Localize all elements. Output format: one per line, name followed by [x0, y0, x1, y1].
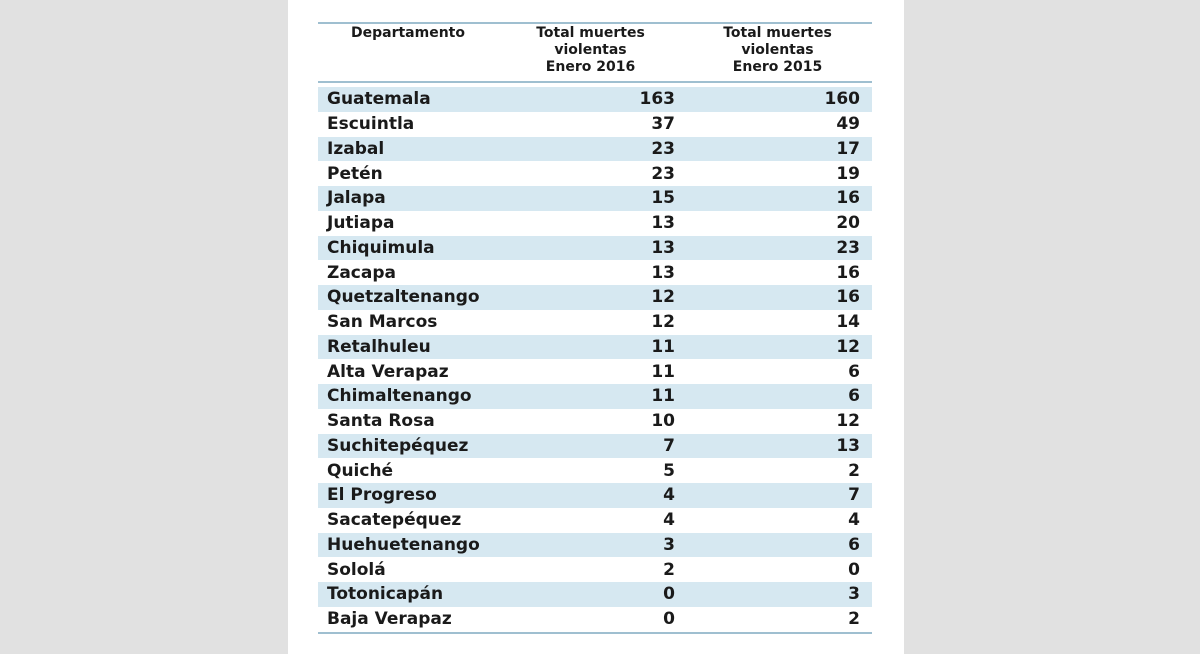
cell-2016: 3 — [663, 534, 675, 555]
cell-2016: 13 — [651, 237, 675, 258]
cell-2015: 14 — [836, 312, 860, 333]
cell-2015: 16 — [836, 188, 860, 209]
cell-departamento: Alta Verapaz — [327, 361, 449, 382]
cell-departamento: Quiché — [327, 460, 394, 481]
cell-2015: 16 — [836, 262, 860, 283]
document-page — [288, 0, 904, 654]
cell-2015: 12 — [836, 336, 860, 357]
cell-departamento: El Progreso — [327, 485, 437, 506]
table-row — [318, 607, 872, 632]
cell-2016: 2 — [663, 559, 675, 580]
cell-2015: 13 — [836, 435, 860, 456]
cell-departamento: Retalhuleu — [327, 336, 431, 357]
cell-departamento: San Marcos — [327, 312, 438, 333]
table-row — [318, 285, 872, 310]
table-row — [318, 161, 872, 186]
cell-2016: 4 — [663, 510, 675, 531]
cell-departamento: Guatemala — [327, 89, 431, 110]
cell-2015: 7 — [848, 485, 860, 506]
cell-2015: 16 — [836, 287, 860, 308]
cell-2015: 6 — [848, 361, 860, 382]
cell-2015: 12 — [836, 411, 860, 432]
cell-departamento: Quetzaltenango — [327, 287, 480, 308]
cell-2016: 0 — [663, 609, 675, 630]
table-row — [318, 508, 872, 533]
cell-2015: 6 — [848, 534, 860, 555]
table-row — [318, 87, 872, 112]
cell-2015: 160 — [824, 89, 860, 110]
table-row — [318, 582, 872, 607]
table-row — [318, 236, 872, 261]
cell-2015: 23 — [836, 237, 860, 258]
table-row — [318, 434, 872, 459]
table-row — [318, 260, 872, 285]
cell-2015: 17 — [836, 138, 860, 159]
cell-departamento: Zacapa — [327, 262, 396, 283]
cell-2015: 19 — [836, 163, 860, 184]
cell-2016: 7 — [663, 435, 675, 456]
cell-2016: 23 — [651, 163, 675, 184]
table-row — [318, 483, 872, 508]
cell-2015: 6 — [848, 386, 860, 407]
cell-departamento: Jutiapa — [327, 213, 395, 234]
table-row — [318, 557, 872, 582]
header-departamento: Departamento — [351, 25, 465, 41]
table-header — [318, 24, 872, 83]
cell-2016: 23 — [651, 138, 675, 159]
cell-2015: 20 — [836, 213, 860, 234]
table-row — [318, 458, 872, 483]
cell-2016: 163 — [639, 89, 675, 110]
table-row — [318, 359, 872, 384]
cell-2016: 11 — [651, 361, 675, 382]
cell-2015: 49 — [836, 114, 860, 135]
cell-departamento: Santa Rosa — [327, 411, 435, 432]
cell-departamento: Sololá — [327, 559, 386, 580]
cell-departamento: Suchitepéquez — [327, 435, 469, 456]
cell-2016: 12 — [651, 312, 675, 333]
table-row — [318, 384, 872, 409]
cell-departamento: Izabal — [327, 138, 385, 159]
table-row — [318, 310, 872, 335]
cell-departamento: Jalapa — [327, 188, 386, 209]
cell-departamento: Sacatepéquez — [327, 510, 462, 531]
cell-2016: 12 — [651, 287, 675, 308]
cell-departamento: Chiquimula — [327, 237, 435, 258]
table-row — [318, 186, 872, 211]
cell-2015: 4 — [848, 510, 860, 531]
cell-departamento: Petén — [327, 163, 383, 184]
table-row — [318, 533, 872, 558]
cell-2016: 13 — [651, 262, 675, 283]
cell-2015: 3 — [848, 584, 860, 605]
deaths-table — [318, 22, 872, 634]
cell-2016: 11 — [651, 336, 675, 357]
cell-2016: 5 — [663, 460, 675, 481]
table-row — [318, 112, 872, 137]
table-row — [318, 409, 872, 434]
table-bottom-rule — [318, 632, 872, 634]
cell-departamento: Baja Verapaz — [327, 609, 452, 630]
cell-departamento: Chimaltenango — [327, 386, 472, 407]
cell-departamento: Totonicapán — [327, 584, 444, 605]
cell-2016: 4 — [663, 485, 675, 506]
header-2015: Total muertes violentas Enero 2015 — [723, 25, 832, 75]
table-row — [318, 211, 872, 236]
table-row — [318, 137, 872, 162]
table-row — [318, 335, 872, 360]
cell-departamento: Huehuetenango — [327, 534, 480, 555]
cell-2015: 2 — [848, 460, 860, 481]
header-2016: Total muertes violentas Enero 2016 — [536, 25, 645, 75]
cell-2016: 37 — [651, 114, 675, 135]
cell-2016: 15 — [651, 188, 675, 209]
cell-2016: 0 — [663, 584, 675, 605]
cell-2016: 11 — [651, 386, 675, 407]
cell-2016: 10 — [651, 411, 675, 432]
cell-2015: 2 — [848, 609, 860, 630]
cell-2016: 13 — [651, 213, 675, 234]
cell-2015: 0 — [848, 559, 860, 580]
table-body — [318, 83, 872, 632]
cell-departamento: Escuintla — [327, 114, 415, 135]
